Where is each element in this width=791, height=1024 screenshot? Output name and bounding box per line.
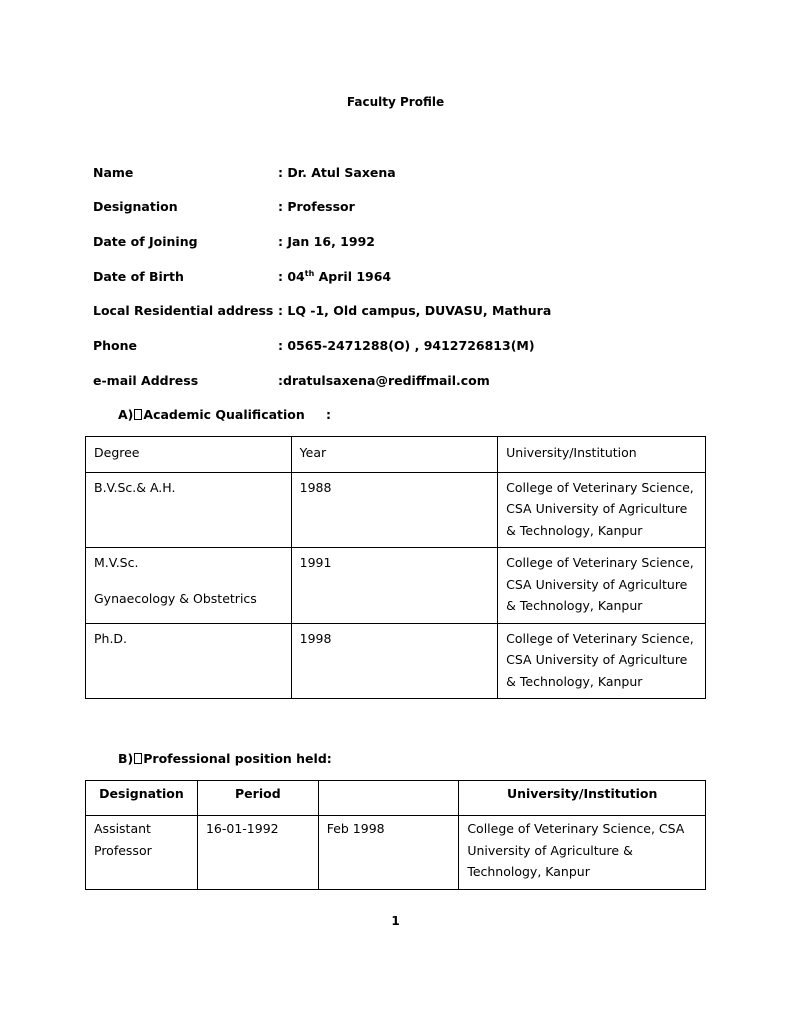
table-header-row xyxy=(86,781,706,816)
designation-label: Designation xyxy=(93,199,178,214)
birth-value-prefix: : 04 xyxy=(278,269,305,284)
designation-cell xyxy=(86,816,198,890)
header-institution: University/Institution xyxy=(498,437,706,473)
header-year: Year xyxy=(291,437,498,473)
table-header-row xyxy=(86,437,706,473)
phone-label: Phone xyxy=(93,338,138,353)
institution-line: & Technology, Kanpur xyxy=(506,522,643,538)
position-table xyxy=(85,780,706,890)
degree-specialization: Gynaecology & Obstetrics xyxy=(94,590,257,606)
period-from-cell: 16-01-1992 xyxy=(197,816,318,890)
page-number: 1 xyxy=(391,914,400,928)
header-designation: Designation xyxy=(86,781,198,816)
birth-value-suffix: April 1964 xyxy=(314,269,392,284)
year-cell: 1998 xyxy=(291,623,498,699)
institution-line: College of Veterinary Science, xyxy=(506,479,694,495)
institution-line: & Technology, Kanpur xyxy=(506,673,643,689)
birth-label: Date of Birth xyxy=(93,269,184,284)
institution-line: CSA University of Agriculture xyxy=(506,652,688,667)
missing-glyph-box xyxy=(134,753,142,764)
designation-value: : Professor xyxy=(278,199,355,214)
year-cell: 1988 xyxy=(291,472,498,548)
degree-text: Ph.D. xyxy=(94,630,128,646)
section-a-label: Academic Qualification xyxy=(143,407,305,422)
header-period-end xyxy=(318,781,459,816)
degree-text: B.V.Sc.& A.H. xyxy=(94,479,176,495)
institution-line: College of Veterinary Science, CSA xyxy=(467,821,685,836)
institution-line: College of Veterinary Science, xyxy=(506,555,694,570)
table-row xyxy=(86,623,706,699)
qualification-table xyxy=(85,436,706,699)
email-value: :dratulsaxena@rediffmail.com xyxy=(278,373,490,388)
section-b-label: Professional position held: xyxy=(143,751,332,766)
table-row xyxy=(86,548,706,624)
birth-value-sup: th xyxy=(304,268,315,278)
address-label: Local Residential address xyxy=(93,303,274,318)
section-a-prefix: A) xyxy=(118,407,134,422)
joining-value: : Jan 16, 1992 xyxy=(278,234,375,249)
joining-label: Date of Joining xyxy=(93,234,198,249)
header-degree: Degree xyxy=(86,437,292,473)
degree-cell xyxy=(86,623,292,699)
birth-value xyxy=(278,269,391,284)
section-a-colon: : xyxy=(326,407,331,422)
name-label: Name xyxy=(93,165,134,180)
institution-cell xyxy=(459,816,706,890)
institution-line: University of Agriculture & xyxy=(467,842,633,858)
institution-line: Technology, Kanpur xyxy=(467,864,590,879)
institution-cell xyxy=(498,623,706,699)
designation-line: Professor xyxy=(94,842,152,858)
year-cell: 1991 xyxy=(291,548,498,624)
institution-line: College of Veterinary Science, xyxy=(506,630,694,646)
header-period: Period xyxy=(197,781,318,816)
email-label: e-mail Address xyxy=(93,373,199,388)
section-b-prefix: B) xyxy=(118,751,134,766)
address-value: : LQ -1, Old campus, DUVASU, Mathura xyxy=(278,303,552,318)
degree-cell xyxy=(86,548,292,624)
degree-text: M.V.Sc. xyxy=(94,555,139,570)
institution-cell xyxy=(498,472,706,548)
phone-value: : 0565-2471288(O) , 9412726813(M) xyxy=(278,338,535,353)
institution-line: CSA University of Agriculture xyxy=(506,501,688,516)
period-to-cell: Feb 1998 xyxy=(318,816,459,890)
table-row xyxy=(86,472,706,548)
name-value: : Dr. Atul Saxena xyxy=(278,165,396,180)
section-a-heading xyxy=(118,407,305,422)
header-institution: University/Institution xyxy=(459,781,706,816)
designation-line: Assistant xyxy=(94,821,151,836)
table-row xyxy=(86,816,706,890)
degree-cell xyxy=(86,472,292,548)
missing-glyph-box xyxy=(134,409,142,420)
section-b-heading xyxy=(118,751,332,766)
page-title: Faculty Profile xyxy=(346,95,445,109)
institution-line: CSA University of Agriculture xyxy=(506,576,688,592)
institution-cell xyxy=(498,548,706,624)
institution-line: & Technology, Kanpur xyxy=(506,598,643,613)
